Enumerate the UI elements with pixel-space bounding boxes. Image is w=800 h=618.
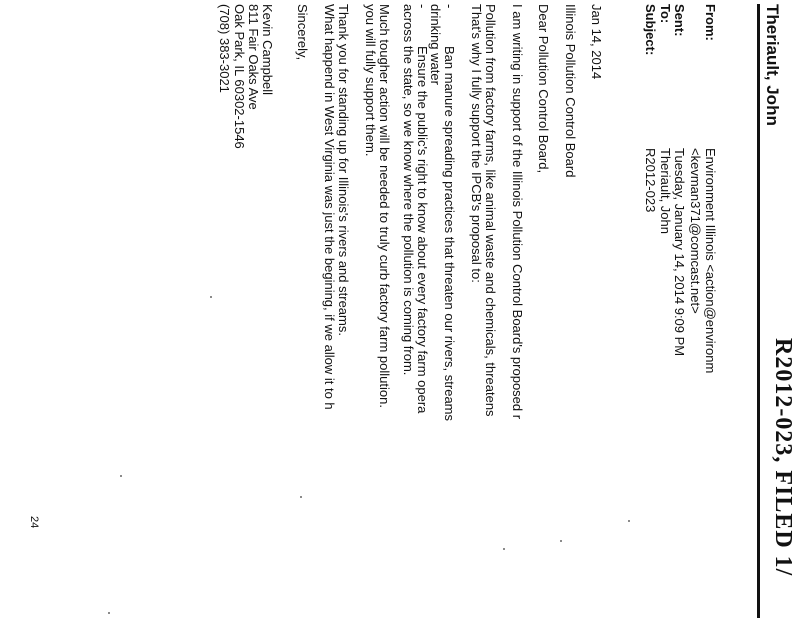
signature-street: 811 Fair Oaks Ave bbox=[246, 4, 261, 110]
bullet-2-line-2: across the state, so we know where the pollution is coming from. bbox=[401, 4, 416, 376]
header-rule bbox=[757, 4, 760, 618]
scan-speck bbox=[560, 540, 562, 542]
paragraph-2-line-2: That's why I fully support the IPCB's proposal to: bbox=[469, 4, 484, 283]
paragraph-3-line-2: you will fully support them. bbox=[363, 4, 378, 157]
paragraph-4-line-2: What happend in West Virginia was just the begining, if we allow it to h bbox=[322, 4, 337, 410]
recipient: Illinois Pollution Control Board bbox=[563, 4, 578, 178]
bullet-2-marker: - bbox=[415, 4, 430, 9]
sent-value: Tuesday, January 14, 2014 9:09 PM bbox=[672, 148, 687, 357]
sender-name: Theriault, John bbox=[763, 4, 782, 126]
paragraph-1-line-1: I am writing in support of the Illinois Pollution Control Board's proposed r bbox=[510, 4, 525, 420]
scan-speck bbox=[120, 475, 122, 477]
salutation: Dear Pollution Control Board, bbox=[536, 4, 551, 174]
scan-speck bbox=[300, 496, 302, 498]
scan-speck bbox=[503, 548, 505, 550]
filing-stamp: R2012-023, FILED 1/ bbox=[770, 338, 796, 577]
to-value: Theriault, John bbox=[658, 148, 673, 234]
sent-label: Sent: bbox=[672, 4, 687, 37]
bullet-1-marker: - bbox=[442, 4, 457, 9]
subject-value: R2012-023 bbox=[643, 148, 658, 213]
subject-label: Subject: bbox=[643, 4, 658, 56]
signature-name: Kevin Campbell bbox=[260, 4, 275, 96]
scan-speck bbox=[210, 296, 212, 298]
bullet-2-line-1: Ensure the public's right to know about every factory farm opera bbox=[415, 46, 430, 414]
letter-date: Jan 14, 2014 bbox=[589, 4, 604, 80]
from-label: From: bbox=[703, 4, 718, 41]
paragraph-2-line-1: Pollution from factory farms, like animal waste and chemicals, threatens bbox=[483, 4, 498, 417]
from-value-continued: <kevman371@comcast.net> bbox=[688, 148, 703, 314]
paragraph-3-line-1: Much tougher action will be needed to truly curb factory farm pollution. bbox=[377, 4, 392, 408]
scan-speck bbox=[628, 520, 630, 522]
page-number: 24 bbox=[28, 516, 40, 529]
paragraph-4-line-1: Thank you for standing up for Illinois's rivers and streams. bbox=[336, 4, 351, 336]
scan-speck bbox=[108, 612, 110, 614]
bullet-1-line-2: drinking water bbox=[428, 4, 443, 85]
to-label: To: bbox=[658, 4, 673, 24]
closing: Sincerely, bbox=[295, 4, 310, 61]
signature-phone: (708) 383-3021 bbox=[217, 4, 232, 93]
from-value: Environment Illinois <action@environm bbox=[703, 148, 718, 374]
bullet-1-line-1: Ban manure spreading practices that threaten our rivers, streams bbox=[442, 46, 457, 422]
signature-city: Oak Park, IL 60302-1546 bbox=[232, 4, 247, 149]
